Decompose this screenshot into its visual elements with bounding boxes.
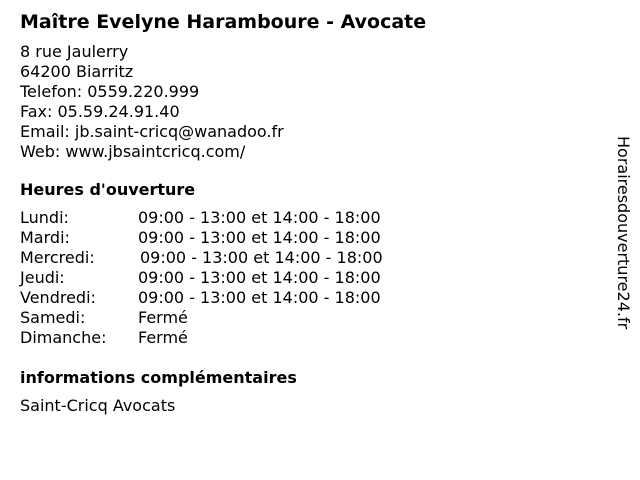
hours-row-monday — [20, 208, 600, 228]
hours-row-tuesday — [20, 228, 600, 248]
page-title: Maître Evelyne Haramboure - Avocate — [20, 11, 427, 33]
day-hours: 09:00 - 13:00 et 14:00 - 18:00 — [138, 208, 381, 227]
hours-row-sunday — [20, 328, 600, 348]
day-label: Vendredi: — [20, 288, 96, 307]
day-label: Jeudi: — [20, 268, 65, 287]
day-label: Mardi: — [20, 228, 70, 247]
day-hours: 09:00 - 13:00 et 14:00 - 18:00 — [138, 288, 381, 307]
day-label: Dimanche: — [20, 328, 107, 347]
email-line: Email: jb.saint-cricq@wanadoo.fr — [20, 122, 284, 141]
info-heading: informations complémentaires — [20, 368, 297, 387]
site-watermark: Horairesdouverture24.fr — [614, 136, 633, 330]
address-block — [20, 42, 600, 162]
hours-row-wednesday — [20, 248, 600, 268]
day-label: Samedi: — [20, 308, 86, 327]
hours-heading: Heures d'ouverture — [20, 180, 196, 199]
day-label: Mercredi: — [20, 248, 95, 267]
hours-table — [20, 208, 600, 348]
info-text: Saint-Cricq Avocats — [20, 396, 176, 415]
hours-row-saturday — [20, 308, 600, 328]
phone-line: Telefon: 0559.220.999 — [20, 82, 200, 101]
day-hours: 09:00 - 13:00 et 14:00 - 18:00 — [138, 228, 381, 247]
street-address: 8 rue Jaulerry — [20, 42, 129, 61]
day-hours: 09:00 - 13:00 et 14:00 - 18:00 — [140, 248, 383, 267]
hours-row-friday — [20, 288, 600, 308]
day-hours: Fermé — [138, 328, 188, 347]
day-hours: Fermé — [138, 308, 188, 327]
postal-city: 64200 Biarritz — [20, 62, 134, 81]
business-card — [20, 8, 600, 416]
fax-line: Fax: 05.59.24.91.40 — [20, 102, 180, 121]
day-hours: 09:00 - 13:00 et 14:00 - 18:00 — [138, 268, 381, 287]
day-label: Lundi: — [20, 208, 69, 227]
hours-row-thursday — [20, 268, 600, 288]
web-line: Web: www.jbsaintcricq.com/ — [20, 142, 246, 161]
